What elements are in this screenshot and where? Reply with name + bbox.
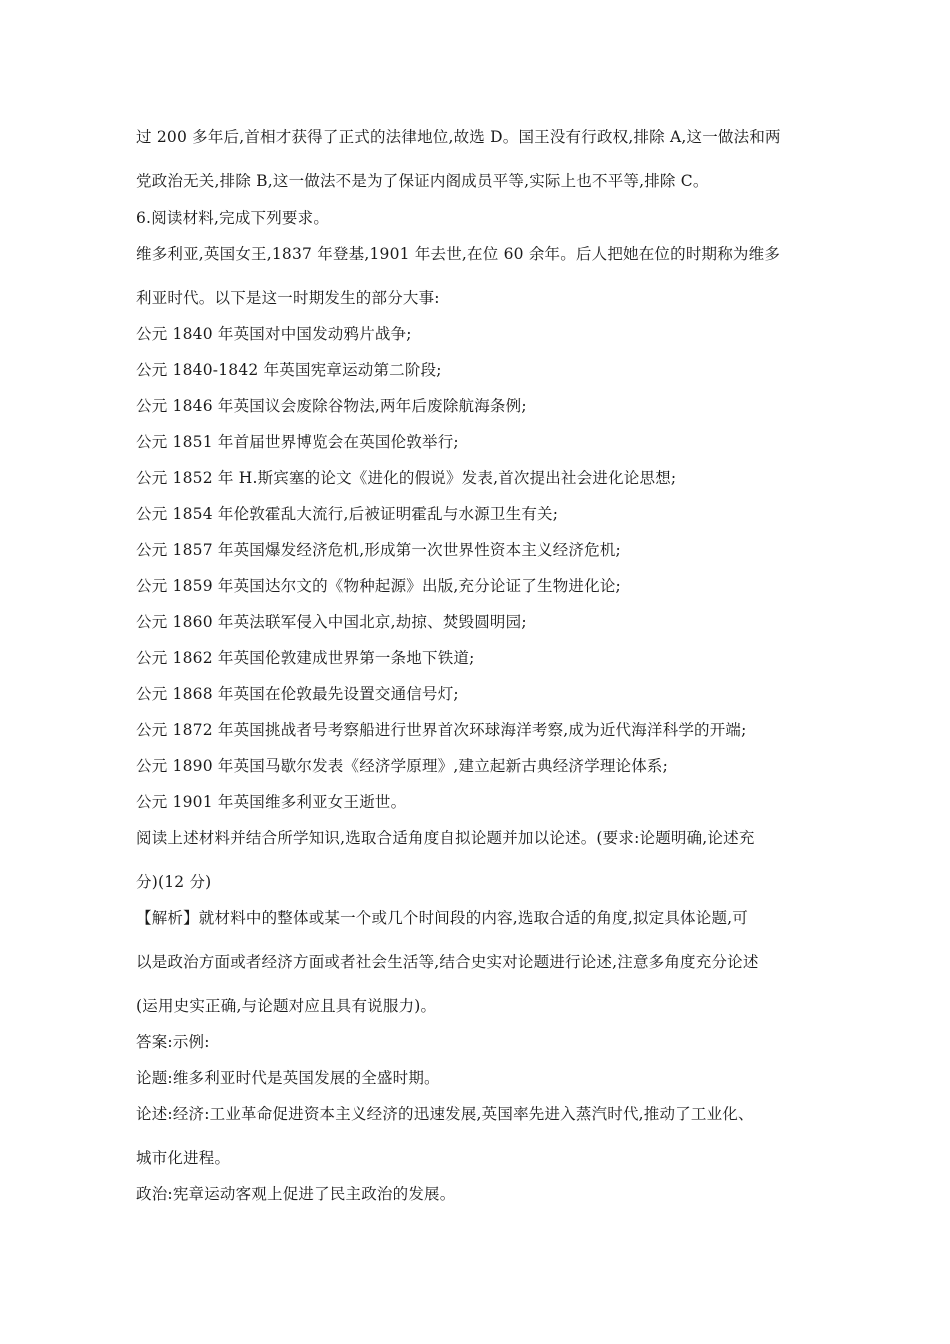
event-item: 公元 1851 年首届世界博览会在英国伦敦举行; bbox=[136, 433, 459, 451]
answer-label: 答案:示例: bbox=[136, 1033, 210, 1051]
text-line: 阅读上述材料并结合所学知识,选取合适角度自拟论题并加以论述。(要求:论题明确,论述充 bbox=[136, 829, 755, 847]
event-item: 公元 1852 年 H.斯宾塞的论文《进化的假说》发表,首次提出社会进化论思想; bbox=[136, 469, 677, 487]
text-line: 利亚时代。以下是这一时期发生的部分大事: bbox=[136, 289, 440, 307]
answer-line: 政治:宪章运动客观上促进了民主政治的发展。 bbox=[136, 1185, 456, 1203]
text-line: 过 200 多年后,首相才获得了正式的法律地位,故选 D。国王没有行政权,排除 A,这一做法和两 bbox=[136, 128, 781, 146]
event-item: 公元 1854 年伦敦霍乱大流行,后被证明霍乱与水源卫生有关; bbox=[136, 505, 559, 523]
text-line: 分)(12 分) bbox=[136, 873, 212, 891]
text-line: 维多利亚,英国女王,1837 年登基,1901 年去世,在位 60 余年。后人把她在位的时期称为维多 bbox=[136, 245, 781, 263]
analysis-line: 【解析】就材料中的整体或某一个或几个时间段的内容,选取合适的角度,拟定具体论题,可 bbox=[136, 909, 748, 927]
answer-line: 论述:经济:工业革命促进资本主义经济的迅速发展,英国率先进入蒸汽时代,推动了工业化、 bbox=[136, 1105, 754, 1123]
event-item: 公元 1846 年英国议会废除谷物法,两年后废除航海条例; bbox=[136, 397, 527, 415]
event-item: 公元 1859 年英国达尔文的《物种起源》出版,充分论证了生物进化论; bbox=[136, 577, 621, 595]
answer-line: 论题:维多利亚时代是英国发展的全盛时期。 bbox=[136, 1069, 440, 1087]
event-item: 公元 1860 年英法联军侵入中国北京,劫掠、焚毁圆明园; bbox=[136, 613, 527, 631]
event-item: 公元 1868 年英国在伦敦最先设置交通信号灯; bbox=[136, 685, 459, 703]
event-item: 公元 1872 年英国挑战者号考察船进行世界首次环球海洋考察,成为近代海洋科学的开端; bbox=[136, 721, 747, 739]
event-item: 公元 1840-1842 年英国宪章运动第二阶段; bbox=[136, 361, 442, 379]
text-line: 党政治无关,排除 B,这一做法不是为了保证内阁成员平等,实际上也不平等,排除 C。 bbox=[136, 172, 709, 190]
event-item: 公元 1862 年英国伦敦建成世界第一条地下铁道; bbox=[136, 649, 475, 667]
event-item: 公元 1901 年英国维多利亚女王逝世。 bbox=[136, 793, 407, 811]
event-item: 公元 1857 年英国爆发经济危机,形成第一次世界性资本主义经济危机; bbox=[136, 541, 621, 559]
event-item: 公元 1890 年英国马歇尔发表《经济学原理》,建立起新古典经济学理论体系; bbox=[136, 757, 669, 775]
analysis-line: 以是政治方面或者经济方面或者社会生活等,结合史实对论题进行论述,注意多角度充分论述 bbox=[136, 953, 759, 971]
question-heading: 6.阅读材料,完成下列要求。 bbox=[136, 209, 330, 227]
answer-line: 城市化进程。 bbox=[136, 1149, 231, 1167]
analysis-line: (运用史实正确,与论题对应且具有说服力)。 bbox=[136, 997, 437, 1015]
event-item: 公元 1840 年英国对中国发动鸦片战争; bbox=[136, 325, 412, 343]
